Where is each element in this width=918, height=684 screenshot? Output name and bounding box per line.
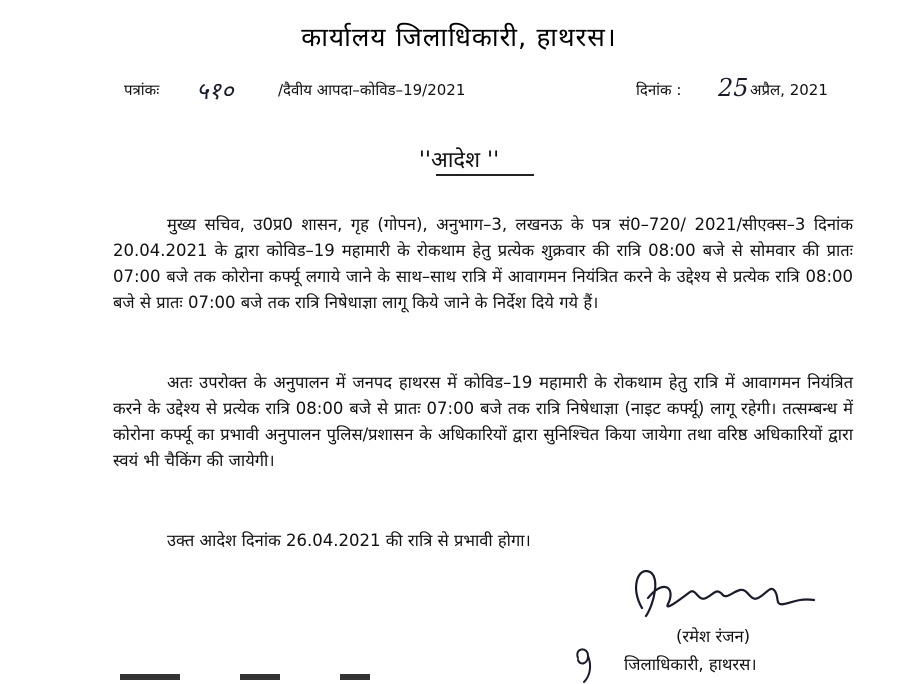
reference-suffix: /दैवीय आपदा–कोविड–19/2021 (278, 81, 466, 99)
signatory-designation: जिलाधिकारी, हाथरस। (624, 655, 757, 674)
body-paragraph-1: मुख्य सचिव, उ0प्र0 शासन, गृह (गोपन), अनुभाग–3, लखनऊ के पत्र सं0–720/ 2021/सीएक्स–3 दिनांक 20.04.2021 के द्वारा कोविड–19 महामारी के रोकथाम हेतु प्रत्येक शुक्रवार की रात्रि 08:00 बजे से सोमवार की प्रातः 07:00 बजे तक कोरोना कर्फ्यू लगाये जाने के साथ–साथ रात्रि में आवागमन नियंत्रित करने के उद्देश्य से प्रत्येक रात्रि 08:00 बजे से प्रातः 07:00 बजे तक रात्रि निषेधाज्ञा लागू किये जाने के निर्देश दिये गये हैं। (113, 215, 853, 312)
reference-line (0, 74, 918, 104)
reference-number-handwritten: ५१० (196, 77, 234, 105)
signature-mark (624, 558, 834, 628)
office-title: कार्यालय जिलाधिकारी, हाथरस। (301, 23, 617, 53)
signatory-name: (रमेश रंजन) (676, 627, 751, 646)
reference-label: पत्रांकः (124, 81, 160, 99)
date-label: दिनांक : (636, 81, 682, 99)
initial-mark (570, 644, 610, 684)
body-paragraph-2: अतः उपरोक्त के अनुपालन में जनपद हाथरस में कोविड–19 महामारी के रोकथाम हेतु रात्रि में आवागमन नियंत्रित करने के उद्देश्य से प्रत्येक रात्रि 08:00 बजे से प्रातः 07:00 बजे तक रात्रि निषेधाज्ञा (नाइट कर्फ्यू) लागू रहेगी। तत्सम्बन्ध में कोरोना कर्फ्यू का प्रभावी अनुपालन पुलिस/प्रशासन के अधिकारियों द्वारा सुनिश्चित किया जायेगा तथा वरिष्ठ अधिकारियों द्वारा स्वयं भी चैकिंग की जायेगी। (113, 373, 853, 470)
order-heading: ''आदेश '' (418, 148, 500, 173)
cut-off-text-fragment (120, 672, 420, 680)
date-month-year: अप्रैल, 2021 (750, 81, 828, 99)
date-day-handwritten: 25 (718, 74, 749, 102)
body-paragraph-3: उक्त आदेश दिनांक 26.04.2021 की रात्रि से प्रभावी होगा। (167, 531, 531, 550)
order-heading-underline (436, 174, 534, 176)
